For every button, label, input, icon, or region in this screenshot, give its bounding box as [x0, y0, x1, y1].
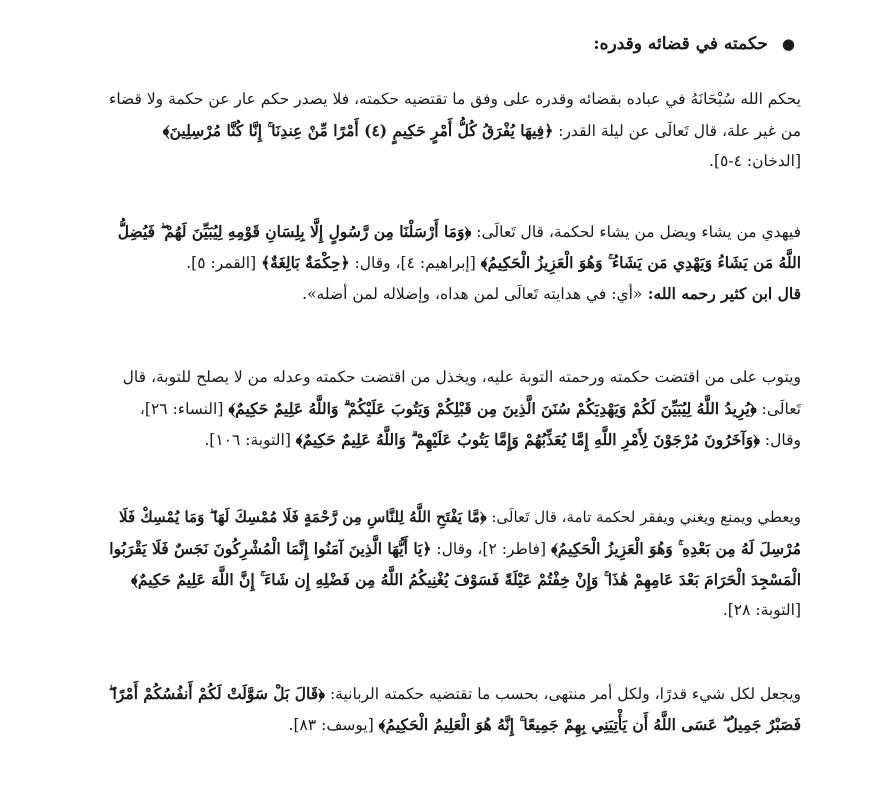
text-line — [101, 84, 801, 115]
text-line — [101, 278, 801, 309]
quran-verse: اللَّهُ مَن يَشَاءُ وَيَهْدِي مَن يَشَاءُ ۚ وَهُوَ الْعَزِيزُ الْحَكِيمُ﴾ — [480, 253, 801, 272]
quran-verse: ﴿مَّا يَفْتَحِ اللَّهُ لِلنَّاسِ مِن رَّحْمَةٍ فَلَا مُمْسِكَ لَهَا ۖ وَمَا يُمْسِكْ فَلَا — [119, 508, 487, 526]
quran-verse: فَصَبْرٌ جَمِيلٌ ۖ عَسَى اللَّهُ أَن يَأْتِيَنِي بِهِمْ جَمِيعًا ۚ إِنَّهُ هُوَ الْعَلِيمُ الْحَكِيمُ﴾ — [378, 715, 801, 734]
paragraph-guidance — [101, 216, 801, 309]
text-line — [101, 502, 801, 533]
quran-verse: ﴿قَالَ بَلْ سَوَّلَتْ لَكُمْ أَنفُسُكُمْ أَمْرًا ۖ — [108, 684, 326, 703]
text-line — [101, 247, 801, 278]
quran-verse: ﴿حِكْمَةٌ بَالِغَةٌ﴾ — [261, 253, 350, 272]
text-line — [101, 216, 801, 247]
text-line — [101, 146, 801, 177]
body-text: [القمر: ٥]. — [186, 254, 262, 272]
quran-verse: ﴿وَآخَرُونَ مُرْجَوْنَ لِأَمْرِ اللَّهِ إِمَّا يُعَذِّبُهُمْ وَإِمَّا يَتُوبُ عَلَيْهِمْ ۗ وَاللَّهُ عَلِيمٌ حَكِيمٌ﴾ — [295, 430, 760, 449]
quran-verse: ﴿يَا أَيُّهَا الَّذِينَ آمَنُوا إِنَّمَا الْمُشْرِكُونَ نَجَسٌ فَلَا يَقْرَبُوا — [109, 539, 432, 558]
body-text: [فاطر: ٢]، وقال: — [431, 540, 551, 558]
body-text: يحكم الله سُبْحَانَهُ في عباده بقضائه وقدره على وفق ما تقتضيه حكمته، فلا يصدر حكم عار عن حكمة ولا قضاء — [109, 90, 801, 108]
text-line — [101, 393, 801, 424]
text-line — [101, 709, 801, 740]
bold-attribution: قال ابن كثير رحمه الله: — [642, 284, 801, 303]
quran-verse: ﴿فِيهَا يُفْرَقُ كُلُّ أَمْرٍ حَكِيمٍ (٤) أَمْرًا مِّنْ عِندِنَا ۚ إِنَّا كُنَّا مُرْسِلِينَ﴾ — [162, 121, 554, 140]
text-line — [101, 564, 801, 595]
body-text: فيهدي من يشاء ويضل من يشاء لحكمة، قال تَعالَى: — [471, 223, 801, 241]
bullet-icon: ● — [781, 35, 795, 53]
body-text: [إبراهيم: ٤]، وقال: — [349, 254, 481, 272]
quran-verse: ﴿يُرِيدُ اللَّهُ لِيُبَيِّنَ لَكُمْ وَيَهْدِيَكُمْ سُنَنَ الَّذِينَ مِن قَبْلِكُمْ وَيَتُوبَ عَلَيْكُمْ ۗ وَاللَّهُ عَلِيمٌ حَكِيمٌ﴾ — [228, 399, 757, 418]
text-line — [101, 362, 801, 393]
body-text: ويجعل لكل شيء قدرًا، ولكل أمر منتهى، بحسب ما تقتضيه حكمته الربانية: — [325, 685, 801, 703]
body-text: ويعطي ويمنع ويغني ويفقر لحكمة تامة، قال تَعالَى: — [486, 508, 801, 526]
text-line — [101, 595, 801, 626]
text-line — [101, 424, 801, 455]
paragraph-repentance — [101, 362, 801, 455]
quran-verse: ﴿وَمَا أَرْسَلْنَا مِن رَّسُولٍ إِلَّا بِلِسَانِ قَوْمِهِ لِيُبَيِّنَ لَهُمْ ۖ فَيُضِلُّ — [117, 222, 472, 241]
paragraph-provision — [101, 502, 801, 626]
quran-verse: الْمَسْجِدَ الْحَرَامَ بَعْدَ عَامِهِمْ هَٰذَا ۚ وَإِنْ خِفْتُمْ عَيْلَةً فَسَوْفَ يُغْنِيكُمُ اللَّهُ مِن فَضْلِهِ إِن شَاءَ ۚ إِنَّ اللَّهَ عَلِيمٌ حَكِيمٌ﴾ — [131, 570, 801, 589]
text-line — [101, 678, 801, 709]
paragraph-destiny-night — [101, 84, 801, 177]
body-text: [التوبة: ٢٨]. — [722, 601, 801, 619]
body-text: «أي: في هدايته تَعالَى لمن هداه، وإضلاله لمن أضله». — [302, 285, 643, 303]
paragraph-measure — [101, 678, 801, 740]
text-line — [101, 533, 801, 564]
section-heading — [593, 30, 795, 58]
body-text: تَعالَى: — [756, 400, 801, 418]
body-text: [التوبة: ١٠٦]. — [204, 431, 296, 449]
body-text: من غير علة، قال تَعالَى عن ليلة القدر: — [553, 122, 801, 140]
body-text: [الدخان: ٤-٥]. — [709, 152, 801, 170]
quran-verse: مُرْسِلَ لَهُ مِن بَعْدِهِ ۚ وَهُوَ الْعَزِيزُ الْحَكِيمُ﴾ — [550, 539, 801, 558]
body-text: [يوسف: ٨٣]. — [288, 716, 379, 734]
body-text: [النساء: ٢٦]، — [139, 400, 229, 418]
body-text: ويتوب على من اقتضت حكمته ورحمته التوبة عليه، ويخذل من اقتضت حكمته وعدله من لا يصلح للتوبة، قال — [122, 368, 801, 386]
text-line — [101, 115, 801, 146]
body-text: وقال: — [759, 431, 801, 449]
heading-text: حكمته في قضائه وقدره: — [593, 34, 768, 54]
